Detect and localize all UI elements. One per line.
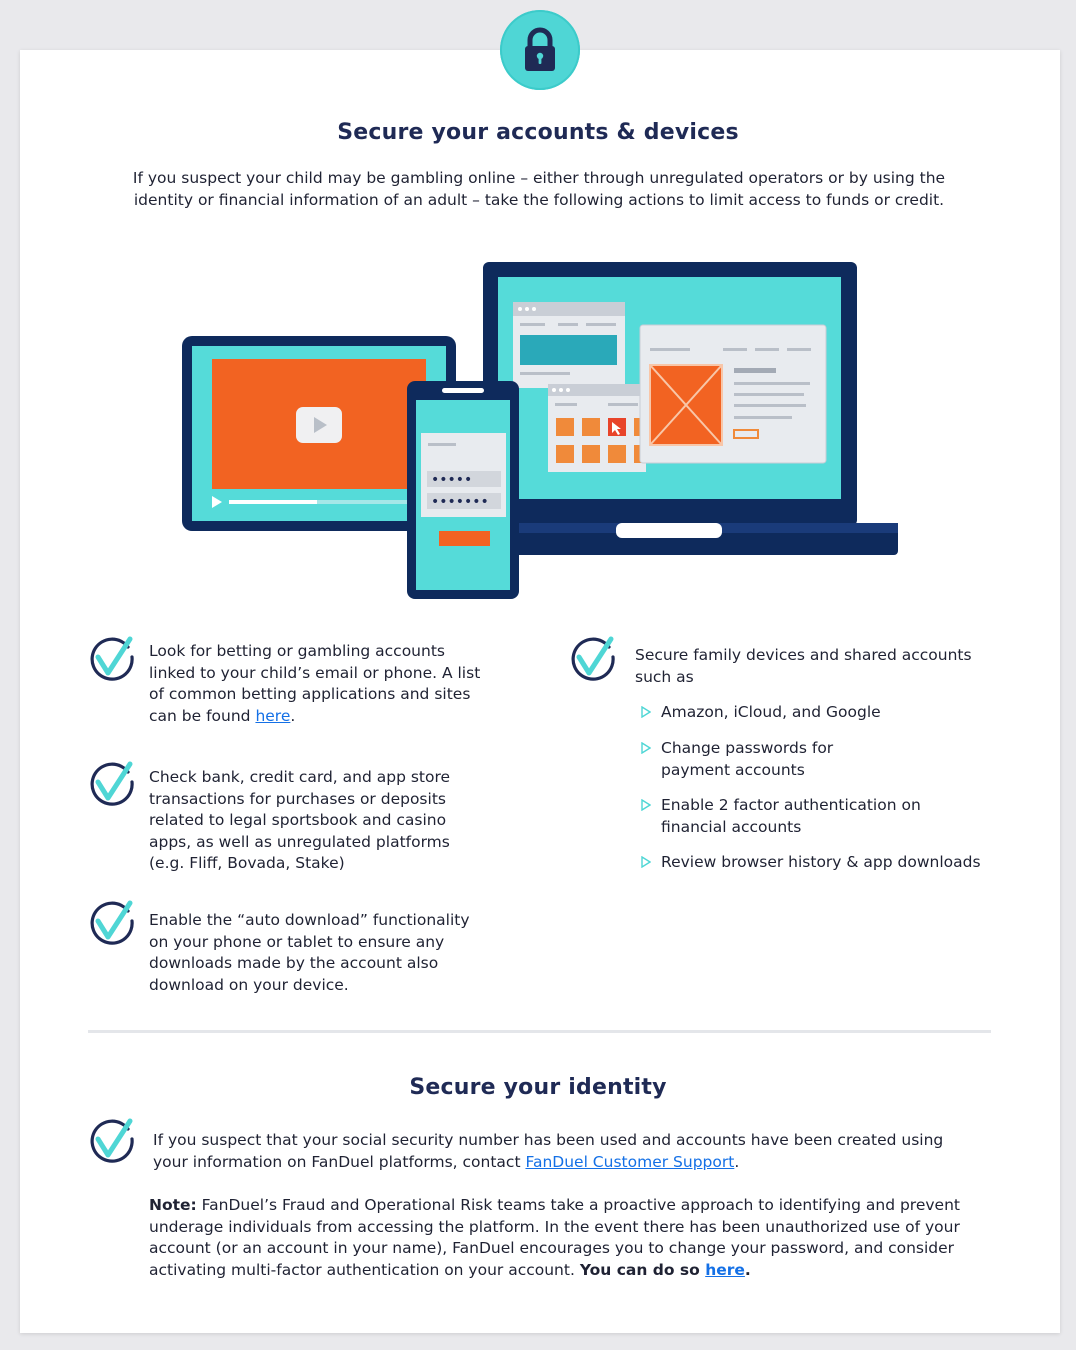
bullet-text: Enable 2 factor authentication on financial accounts <box>661 796 921 836</box>
triangle-bullet-icon <box>641 706 651 718</box>
phone-password-2: ••••••• <box>431 494 489 510</box>
check-icon <box>88 760 134 806</box>
common-apps-link[interactable]: here <box>255 706 291 725</box>
laptop-graphic <box>483 262 898 555</box>
item-betting-accounts <box>149 641 489 727</box>
check-icon <box>88 635 134 681</box>
note-bold-text: You can do so <box>579 1260 706 1279</box>
lock-badge <box>500 10 580 90</box>
bullet-text: Change passwords for payment accounts <box>661 739 834 779</box>
check-icon <box>88 1117 134 1163</box>
note-paragraph <box>149 1195 979 1281</box>
triangle-bullet-icon <box>641 799 651 811</box>
customer-support-link[interactable]: FanDuel Customer Support <box>525 1152 735 1171</box>
item-betting-end: . <box>290 706 296 725</box>
identity-text-end: . <box>734 1152 740 1171</box>
account-settings-link[interactable]: here <box>705 1260 745 1279</box>
bullet-text: Review browser history & app downloads <box>661 853 981 871</box>
devices-illustration <box>178 260 900 602</box>
check-icon <box>88 899 134 945</box>
intro-text: If you suspect your child may be gambling online – either through unregulated operators or by using the identity or financial information of an adult – take the following actions to limit access to funds or credit. <box>132 169 946 209</box>
section-title-devices: Secure your accounts & devices <box>337 120 739 145</box>
note-text: FanDuel’s Fraud and Operational Risk teams take a proactive approach to identifying and prevent underage individuals from accessing the platform. In the event there has been unauthorized use of your account (or an account in your name), FanDuel encourages you to change your password, and consider activating multi-factor authentication on your account. <box>149 1196 960 1279</box>
identity-text-body: If you suspect that your social security number has been used and accounts have been created using your information on FanDuel platforms, contact <box>153 1131 944 1171</box>
triangle-bullet-icon <box>641 856 651 868</box>
identity-text <box>153 1130 963 1173</box>
section-title-identity: Secure your identity <box>409 1075 667 1100</box>
check-icon <box>569 635 615 681</box>
bullet-item <box>641 795 941 838</box>
bullet-item <box>641 852 1021 874</box>
note-label: Note: <box>149 1196 197 1214</box>
section-divider <box>88 1030 991 1033</box>
bullet-item <box>641 738 861 781</box>
phone-graphic <box>407 381 519 599</box>
note-end: . <box>744 1260 751 1279</box>
item-auto-download: Enable the “auto download” functionality on your phone or tablet to ensure any downloads made by the account also download on your device. <box>149 911 470 994</box>
triangle-bullet-icon <box>641 742 651 754</box>
bullet-item <box>641 702 981 724</box>
bullet-text: Amazon, iCloud, and Google <box>661 703 881 721</box>
phone-password-1: ••••• <box>431 472 473 488</box>
item-betting-text: Look for betting or gambling accounts linked to your child’s email or phone. A list of common betting applications and sites can be found <box>149 642 481 725</box>
item-secure-family: Secure family devices and shared accounts such as <box>635 646 972 686</box>
lock-icon <box>520 27 560 73</box>
item-transactions: Check bank, credit card, and app store transactions for purchases or deposits related to legal sportsbook and casino apps, as well as unregulated platforms (e.g. Fliff, Bovada, Stake) <box>149 768 451 872</box>
